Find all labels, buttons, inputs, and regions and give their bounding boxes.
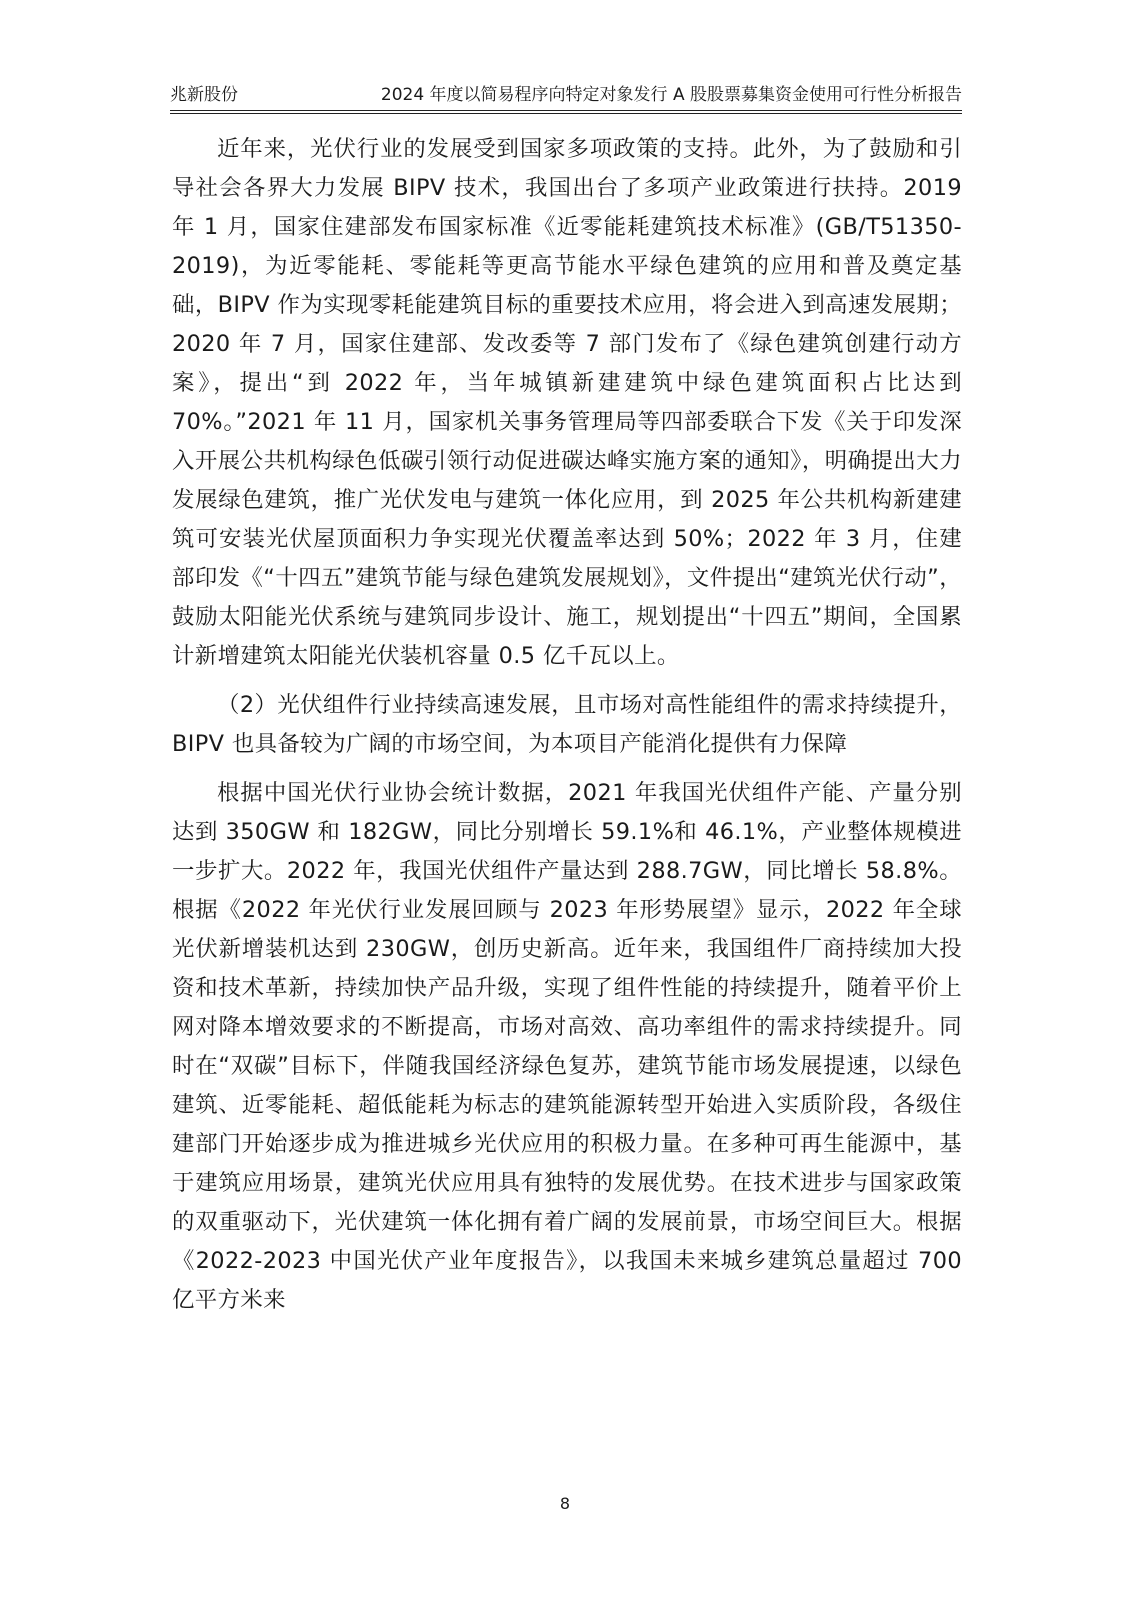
header-report-title: 2024 年度以简易程序向特定对象发行 A 股股票募集资金使用可行性分析报告 [380,85,962,105]
page-number: 8 [559,1494,571,1513]
body-text [172,130,962,1320]
paragraph-policy-support: 近年来，光伏行业的发展受到国家多项政策的支持。此外，为了鼓励和引导社会各界大力发展 BIPV 技术，我国出台了多项产业政策进行扶持。2019 年 1 月，国家住建部发布国家标准《近零能耗建筑技术标准》(GB/T51350-2019)，为近零能耗、零能耗等更高节能水平绿色建筑的应用和普及奠定基础，BIPV 作为实现零耗能建筑目标的重要技术应用，将会进入到高速发展期；2020 年 7 月，国家住建部、发改委等 7 部门发布了《绿色建筑创建行动方案》，提出“到 2022 年，当年城镇新建建筑中绿色建筑面积占比达到 70%。”2021 年 11 月，国家机关事务管理局等四部委联合下发《关于印发深入开展公共机构绿色低碳引领行动促进碳达峰实施方案的通知》，明确提出大力发展绿色建筑，推广光伏发电与建筑一体化应用，到 2025 年公共机构新建建筑可安装光伏屋顶面积力争实现光伏覆盖率达到 50%；2022 年 3 月，住建部印发《“十四五”建筑节能与绿色建筑发展规划》，文件提出“建筑光伏行动”，鼓励太阳能光伏系统与建筑同步设计、施工，规划提出“十四五”期间，全国累计新增建筑太阳能光伏装机容量 0.5 亿千瓦以上。 [172,136,962,669]
section-heading-2: （2）光伏组件行业持续高速发展，且市场对高性能组件的需求持续提升，BIPV 也具备较为广阔的市场空间，为本项目产能消化提供有力保障 [172,692,962,757]
header-divider [170,110,962,111]
paragraph-market-data: 根据中国光伏行业协会统计数据，2021 年我国光伏组件产能、产量分别达到 350GW 和 182GW，同比分别增长 59.1%和 46.1%，产业整体规模进一步扩大。2022 年，我国光伏组件产量达到 288.7GW，同比增长 58.8%。根据《2022 年光伏行业发展回顾与 2023 年形势展望》显示，2022 年全球光伏新增装机达到 230GW，创历史新高。近年来，我国组件厂商持续加大投资和技术革新，持续加快产品升级，实现了组件性能的持续提升，随着平价上网对降本增效要求的不断提高，市场对高效、高功率组件的需求持续提升。同时在“双碳”目标下，伴随我国经济绿色复苏，建筑节能市场发展提速，以绿色建筑、近零能耗、超低能耗为标志的建筑能源转型开始进入实质阶段，各级住建部门开始逐步成为推进城乡光伏应用的积极力量。在多种可再生能源中，基于建筑应用场景，建筑光伏应用具有独特的发展优势。在技术进步与国家政策的双重驱动下，光伏建筑一体化拥有着广阔的发展前景，市场空间巨大。根据《2022-2023 中国光伏产业年度报告》，以我国未来城乡建筑总量超过 700 亿平方米来 [172,780,962,1313]
header-company-name: 兆新股份 [170,85,238,105]
header-divider-thin [170,113,962,114]
page-header [170,76,962,110]
